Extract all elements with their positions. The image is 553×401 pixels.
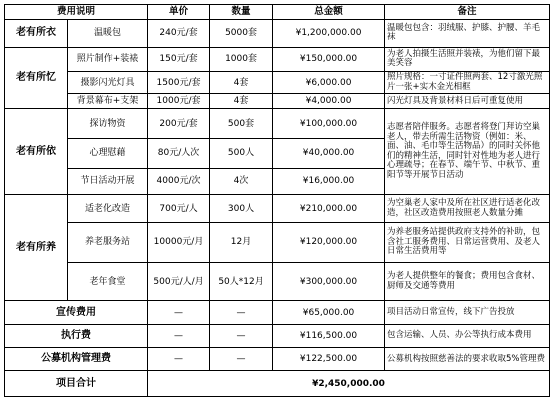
item-price: 1500元/套 <box>148 72 210 94</box>
extra-name: 公募机构管理费 <box>5 348 148 371</box>
item-amount: ¥16,000.00 <box>273 168 385 195</box>
table-row <box>5 72 550 94</box>
item-amount: ¥100,000.00 <box>273 109 385 139</box>
table-row <box>5 20 550 48</box>
extra-quantity: — <box>210 324 273 347</box>
header-unit-price: 单价 <box>148 5 210 20</box>
table-row <box>5 301 550 324</box>
item-quantity: 4套 <box>210 72 273 94</box>
item-price: 1000元/套 <box>148 94 210 109</box>
table-row <box>5 109 550 139</box>
item-name: 摄影闪光灯具 <box>68 72 148 94</box>
item-quantity: 4套 <box>210 94 273 109</box>
item-name: 照片制作+装裱 <box>68 47 148 71</box>
item-price: 700元/人 <box>148 195 210 223</box>
item-quantity: 500套 <box>210 109 273 139</box>
category-cell: 老有所养 <box>5 195 68 301</box>
item-price: 240元/套 <box>148 20 210 48</box>
item-name: 养老服务站 <box>68 222 148 262</box>
category-cell: 老有所衣 <box>5 20 68 48</box>
total-label: 项目合计 <box>5 371 148 397</box>
item-name: 背景幕布+支架 <box>68 94 148 109</box>
extra-price: — <box>148 348 210 371</box>
item-name: 适老化改造 <box>68 195 148 223</box>
item-amount: ¥1,200,000.00 <box>273 20 385 48</box>
extra-quantity: — <box>210 301 273 324</box>
item-quantity: 12月 <box>210 222 273 262</box>
item-price: 80元/人次 <box>148 138 210 168</box>
item-price: 150元/套 <box>148 47 210 71</box>
table-row <box>5 47 550 71</box>
item-price: 4000元/次 <box>148 168 210 195</box>
budget-table <box>4 4 550 397</box>
item-quantity: 50人*12月 <box>210 263 273 301</box>
table-row <box>5 348 550 371</box>
extra-remark: 公募机构按照慈善法的要求收取5%管理费 <box>385 348 550 371</box>
header-amount: 总金额 <box>273 5 385 20</box>
header-quantity: 数量 <box>210 5 273 20</box>
item-quantity: 1000套 <box>210 47 273 71</box>
item-name: 老年食堂 <box>68 263 148 301</box>
category-cell: 老有所忆 <box>5 47 68 109</box>
extra-quantity: — <box>210 348 273 371</box>
header-category: 费用说明 <box>5 5 148 20</box>
total-row <box>5 371 550 397</box>
item-name: 探访物资 <box>68 109 148 139</box>
item-amount: ¥40,000.00 <box>273 138 385 168</box>
item-remark: 闪光灯具及背景材料日后可重复使用 <box>385 94 550 109</box>
header-row <box>5 5 550 20</box>
item-remark: 为养老服务站提供政府支持外的补助，包含社工服务费用、日常运营费用、及老人日常生活费用等 <box>385 222 550 262</box>
extra-name: 执行费 <box>5 324 148 347</box>
item-price: 200元/套 <box>148 109 210 139</box>
item-quantity: 300人 <box>210 195 273 223</box>
item-remark: 照片规格：一寸证件照两套、12寸激光照片一张+实木金光相框 <box>385 72 550 94</box>
item-quantity: 5000套 <box>210 20 273 48</box>
item-price: 10000元/月 <box>148 222 210 262</box>
extra-remark: 包含运输、人员、办公等执行成本费用 <box>385 324 550 347</box>
extra-name: 宣传费用 <box>5 301 148 324</box>
table-row <box>5 94 550 109</box>
table-row <box>5 195 550 223</box>
category-cell: 老有所依 <box>5 109 68 195</box>
item-amount: ¥300,000.00 <box>273 263 385 301</box>
item-remark: 温暖包包含：羽绒服、护膝、护腰、羊毛袜 <box>385 20 550 48</box>
extra-amount: ¥116,500.00 <box>273 324 385 347</box>
item-amount: ¥150,000.00 <box>273 47 385 71</box>
item-amount: ¥120,000.00 <box>273 222 385 262</box>
extra-remark: 项目活动日常宣传，线下广告投放 <box>385 301 550 324</box>
item-quantity: 500人 <box>210 138 273 168</box>
extra-price: — <box>148 301 210 324</box>
item-amount: ¥4,000.00 <box>273 94 385 109</box>
extra-price: — <box>148 324 210 347</box>
item-price: 500元/人/月 <box>148 263 210 301</box>
item-name: 节日活动开展 <box>68 168 148 195</box>
total-amount: ¥2,450,000.00 <box>148 371 550 397</box>
item-remark: 为老人提供整年的餐食；费用包含食材、厨师及交通等费用 <box>385 263 550 301</box>
table-row <box>5 324 550 347</box>
item-remark: 为老人拍摄生活照并装裱，为他们留下最美笑容 <box>385 47 550 71</box>
item-remark: 志愿者陪伴服务。志愿者将登门拜访空巢老人，带去所需生活物资（例如：米、面、油、毛巾等生活物品）的同时关怀他们的精神生活，同时针对性地为老人进行心理疏导；在春节、端午节、中秋节、重阳节等开展节日活动 <box>385 109 550 195</box>
item-amount: ¥210,000.00 <box>273 195 385 223</box>
table-row <box>5 222 550 262</box>
item-name: 心理慰藉 <box>68 138 148 168</box>
item-amount: ¥6,000.00 <box>273 72 385 94</box>
header-remark: 备注 <box>385 5 550 20</box>
item-name: 温暖包 <box>68 20 148 48</box>
extra-amount: ¥65,000.00 <box>273 301 385 324</box>
item-quantity: 4次 <box>210 168 273 195</box>
item-remark: 为空巢老人家中及所在社区进行适老化改造，社区改造费用按照老人数量分摊 <box>385 195 550 223</box>
extra-amount: ¥122,500.00 <box>273 348 385 371</box>
table-row <box>5 263 550 301</box>
